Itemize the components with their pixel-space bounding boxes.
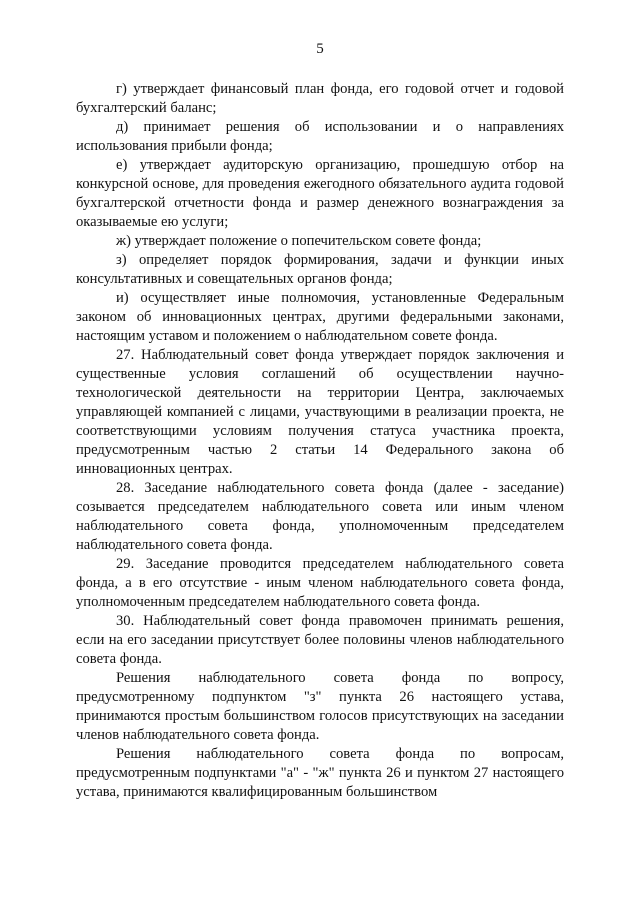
paragraph-26g: г) утверждает финансовый план фонда, его годовой отчет и годовой бухгалтерский баланс; bbox=[76, 81, 564, 116]
paragraph-30-decisions-qualified: Решения наблюдательного совета фонда по вопросам, предусмотренным подпунктами "а" - "ж" пункта 26 и пунктом 27 настоящего устава, принимаются квалифицированным большинством bbox=[76, 746, 564, 800]
paragraph-26i: и) осуществляет иные полномочия, установленные Федеральным законом об инновационных центрах, другими федеральными законами, настоящим уставом и положением о наблюдательном совете фонда. bbox=[76, 290, 564, 344]
paragraph-26e: е) утверждает аудиторскую организацию, прошедшую отбор на конкурсной основе, для проведения ежегодного обязательного аудита годовой бухгалтерской отчетности фонда и размер денежного вознаграждения за оказываемые ею услуги; bbox=[76, 157, 564, 230]
page-number: 5 bbox=[316, 41, 324, 57]
paragraph-26zh: ж) утверждает положение о попечительском совете фонда; bbox=[116, 233, 482, 249]
paragraph-27: 27. Наблюдательный совет фонда утверждает порядок заключения и существенные условия соглашений об осуществлении научно-технологической деятельности на территории Центра, заключаемых управляющей компанией с лицами, участвующими в реализации проекта, не соответствующими условиям получения статуса участника проекта, предусмотренным частью 2 статьи 14 Федерального закона об инновационных центрах. bbox=[76, 347, 564, 477]
paragraph-26z: з) определяет порядок формирования, задачи и функции иных консультативных и совещательных органов фонда; bbox=[76, 252, 564, 287]
paragraph-26d: д) принимает решения об использовании и о направлениях использования прибыли фонда; bbox=[76, 119, 564, 154]
paragraph-30-decisions-simple: Решения наблюдательного совета фонда по вопросу, предусмотренному подпунктом "з" пункта 26 настоящего устава, принимаются простым большинством голосов присутствующих на заседании членов наблюдательного совета фонда. bbox=[76, 670, 564, 743]
paragraph-30: 30. Наблюдательный совет фонда правомочен принимать решения, если на его заседании присутствует более половины членов наблюдательного совета фонда. bbox=[76, 613, 564, 667]
document-body bbox=[76, 80, 564, 802]
paragraph-28: 28. Заседание наблюдательного совета фонда (далее - заседание) созывается председателем наблюдательного совета или иным членом наблюдательного совета фонда, уполномоченным председателем наблюдательного совета фонда. bbox=[76, 480, 564, 553]
paragraph-29: 29. Заседание проводится председателем наблюдательного совета фонда, а в его отсутствие - иным членом наблюдательного совета фонда, уполномоченным председателем наблюдательного совета фонда. bbox=[76, 556, 564, 610]
